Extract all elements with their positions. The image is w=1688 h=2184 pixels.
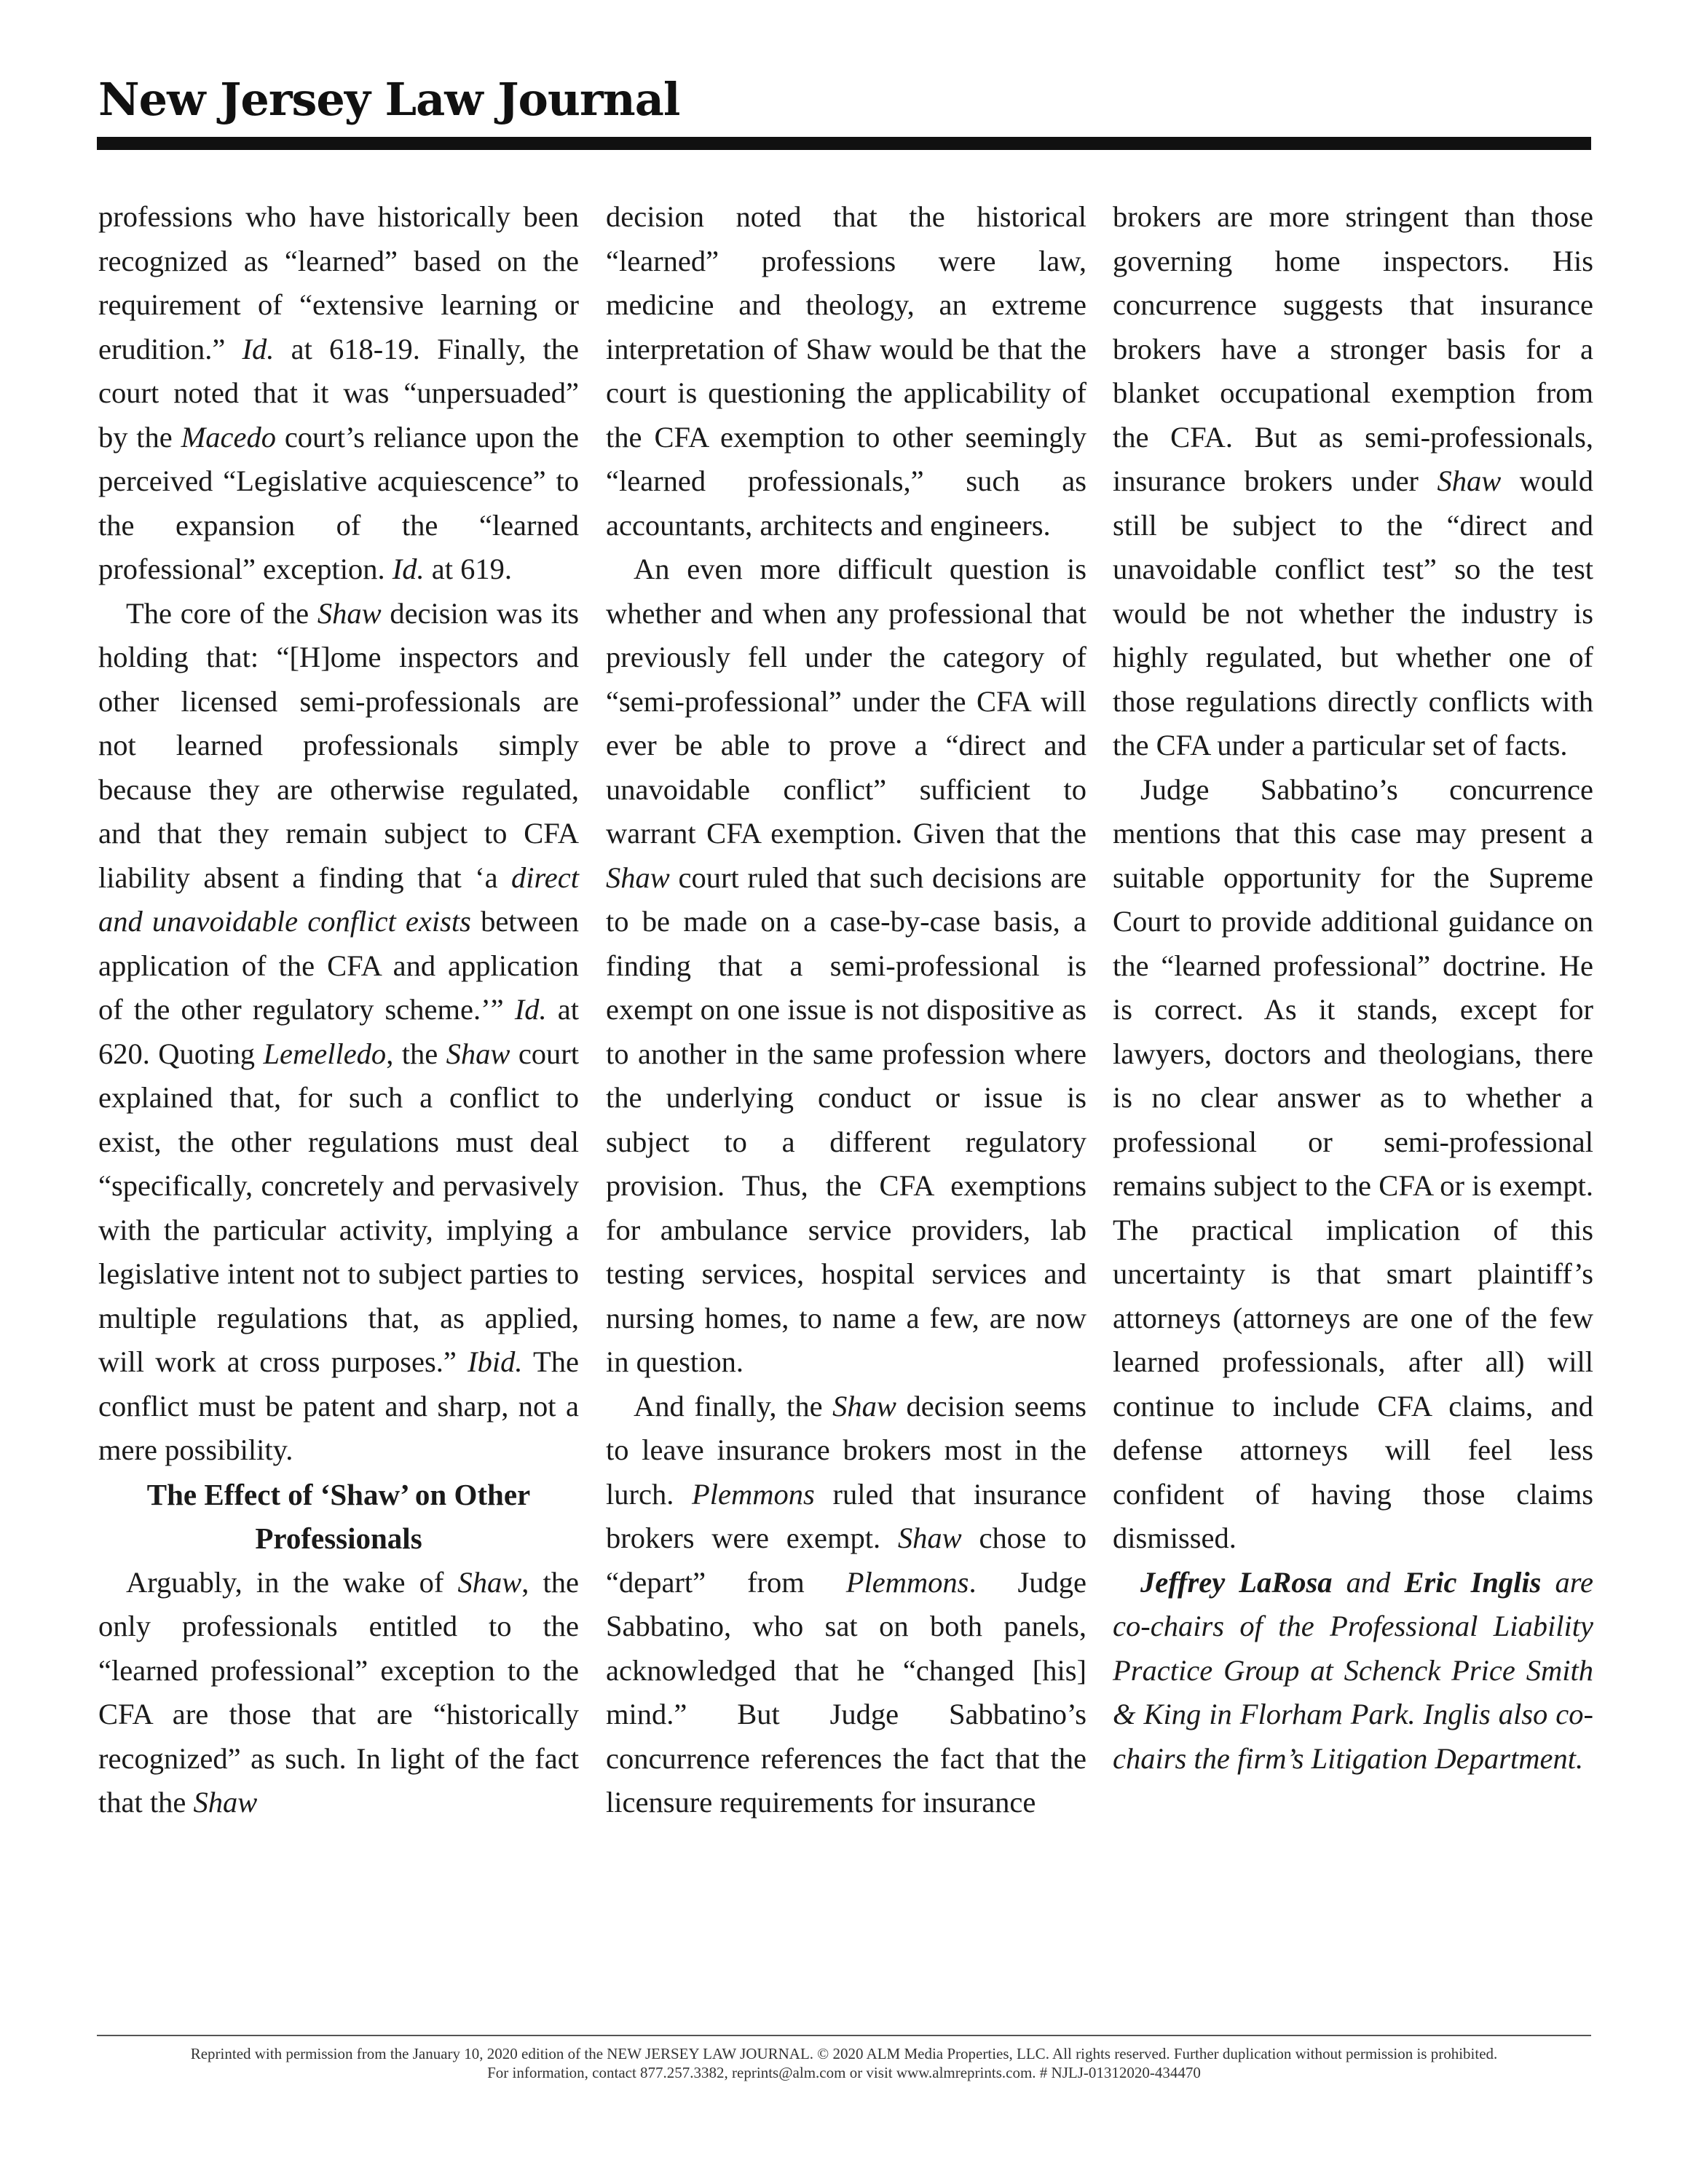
- column-2: [606, 195, 1086, 1825]
- section-heading: The Effect of ‘Shaw’ on Other Professionals: [146, 1477, 531, 1555]
- footer-line: Reprinted with permission from the January 10, 2020 edition of the NEW JERSEY LAW JOURNAL. © 2020 ALM Media Properties, LLC. All rights reserved. Further duplication without permission is prohibited.: [190, 2045, 1498, 2062]
- masthead-rule: [97, 137, 1591, 150]
- author-bio: Jeffrey LaRosa and Eric Inglis are co-chairs of the Professional Liability Practice Group at Schenck Price Smith & King in Florham Park. Inglis also co-chairs the firm’s Litigation Department.: [1113, 1565, 1594, 1775]
- paragraph: professions who have historically been recognized as “learned” based on the requirement of “extensive learning or erudition.” Id. at 618-19. Finally, the court noted that it was “unpersuaded” by the Macedo court’s reliance upon the perceived “Legislative acquiescence” to the expansion of the “learned professional” exception. Id. at 619.: [98, 200, 580, 585]
- paragraph: Judge Sabbatino’s concurrence mentions that this case may present a suitable opportunity for the Supreme Court to provide additional guidance on the “learned professional” doctrine. He is correct. As it stands, except for lawyers, doctors and theologians, there is no clear answer as to whether a professional or semi-professional remains subject to the CFA or is exempt. The practical implication of this uncertainty is that smart plaintiff’s attorneys (attorneys are one of the few learned professionals, after all) will continue to include CFA claims, and defense attorneys will feel less confident of having those claims dismissed.: [1113, 772, 1593, 1554]
- paragraph: The core of the Shaw decision was its holding that: “[H]ome inspectors and other licensed semi-professionals are not learned professionals simply because they are otherwise regulated, and that they remain subject to CFA liability absent a finding that ‘a direct and unavoidable conflict exists between application of the CFA and application of the other regulatory scheme.’” Id. at 620. Quoting Lemelledo, the Shaw court explained that, for such a conflict to exist, the other regulations must deal “specifically, concretely and pervasively with the particular activity, implying a legislative intent not to subject parties to multiple regulations that, as applied, will work at cross purposes.” Ibid. The conflict must be patent and sharp, not a mere possibility.: [98, 596, 580, 1466]
- paragraph: An even more difficult question is whether and when any professional that previously fell under the category of “semi-professional” under the CFA will ever be able to prove a “direct and unavoidable conflict” sufficient to warrant CFA exemption. Given that the Shaw court ruled that such decisions are to be made on a case-by-case basis, a finding that a semi-professional is exempt on one issue is not dispositive as to another in the same profession where the underlying conduct or issue is subject to a different regulatory provision. Thus, the CFA exemptions for ambulance service providers, lab testing services, hospital services and nursing homes, to name a few, are now in question.: [606, 553, 1086, 1378]
- paragraph: brokers are more stringent than those governing home inspectors. His concurrence suggests that insurance brokers have a stronger basis for a blanket occupational exemption from the CFA. But as semi-professionals, insurance brokers under Shaw would still be subject to the “direct and unavoidable conflict test” so the test would be not whether the industry is highly regulated, but whether one of those regulations directly conflicts with the CFA under a particular set of facts.: [1113, 200, 1593, 761]
- column-3: [1113, 195, 1593, 1781]
- masthead-logo: New Jersey Law Journal: [98, 73, 680, 126]
- paragraph: And finally, the Shaw decision seems to leave insurance brokers most in the lurch. Plemmons ruled that insurance brokers were exempt. Shaw chose to “depart” from Plemmons. Judge Sabbatino, who sat on both panels, acknowledged that he “changed [his] mind.” But Judge Sabbatino’s concurrence references the fact that the licensure requirements for insurance: [606, 1389, 1087, 1819]
- footer-rule: [97, 2035, 1591, 2036]
- footer-line: For information, contact 877.257.3382, reprints@alm.com or visit www.almreprints.com. # NJLJ-01312020-434470: [487, 2064, 1201, 2081]
- paragraph: Arguably, in the wake of Shaw, the only professionals entitled to the “learned professional” exception to the CFA are those that are “historically recognized” as such. In light of the fact that the Shaw: [98, 1565, 579, 1819]
- reprint-footer: [97, 2044, 1591, 2082]
- column-1: [98, 195, 579, 1825]
- paragraph: decision noted that the historical “learned” professions were law, medicine and theology, an extreme interpretation of Shaw would be that the court is questioning the applicability of the CFA exemption to other seemingly “learned professionals,” such as accountants, architects and engineers.: [606, 200, 1086, 542]
